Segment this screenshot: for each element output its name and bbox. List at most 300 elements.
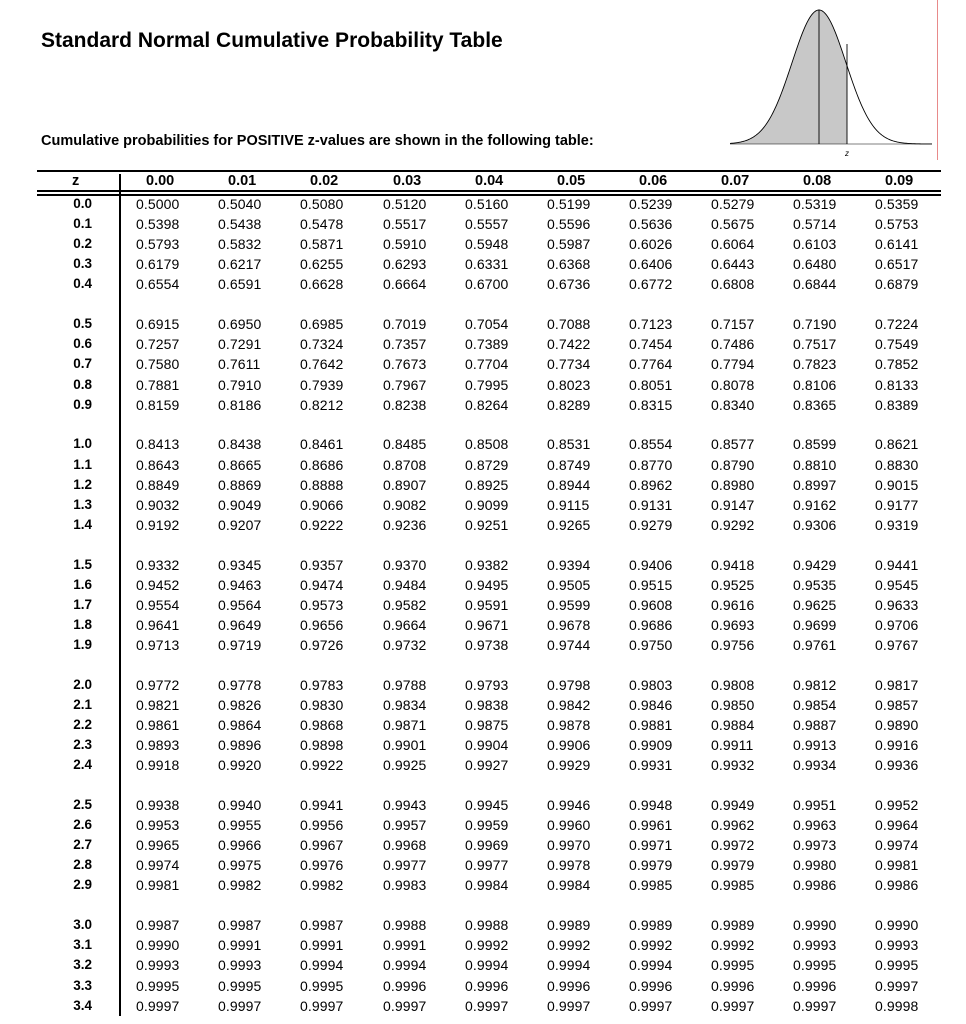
table-cell: 0.8621 (875, 436, 919, 453)
table-cell: 0.8599 (793, 436, 837, 453)
table-cell: 0.9916 (875, 737, 919, 754)
table-cell: 0.9992 (711, 937, 755, 954)
table-cell: 0.9997 (875, 977, 919, 994)
table-cell: 0.9608 (629, 596, 673, 613)
table-cell: 0.9279 (629, 516, 673, 533)
table-cell: 0.9222 (300, 516, 344, 533)
table-cell: 0.9463 (218, 576, 262, 593)
header-rule-bottom-1 (37, 190, 941, 192)
z-value: 0.7 (73, 356, 92, 372)
table-cell: 0.7257 (136, 336, 180, 353)
table-cell: 0.9545 (875, 576, 919, 593)
table-cell: 0.5596 (547, 216, 591, 233)
table-cell: 0.9922 (300, 757, 344, 774)
table-cell: 0.9767 (875, 637, 919, 653)
table-cell: 0.8485 (383, 436, 427, 453)
column-header: 0.09 (885, 173, 914, 189)
table-cell: 0.9979 (629, 857, 673, 874)
table-cell: 0.6628 (300, 276, 344, 293)
table-cell: 0.9599 (547, 596, 591, 613)
table-cell: 0.9826 (218, 696, 262, 713)
table-cell: 0.7611 (218, 356, 261, 373)
table-cell: 0.5793 (136, 236, 180, 253)
table-cell: 0.8508 (465, 436, 509, 453)
z-value: 2.3 (73, 737, 92, 753)
table-cell: 0.9956 (300, 817, 344, 834)
z-value: 3.1 (73, 937, 92, 953)
table-cell: 0.7224 (875, 316, 919, 333)
table-cell: 0.9953 (136, 817, 180, 834)
table-cell: 0.8980 (711, 476, 755, 493)
table-cell: 0.9918 (136, 757, 180, 774)
z-value: 1.2 (73, 476, 92, 492)
table-cell: 0.6844 (793, 276, 837, 293)
table-cell: 0.9738 (465, 637, 509, 653)
table-cell: 0.6985 (300, 316, 344, 333)
table-cell: 0.9783 (300, 676, 344, 693)
table-cell: 0.9992 (547, 937, 591, 954)
table-cell: 0.8078 (711, 376, 755, 393)
table-cell: 0.9984 (547, 877, 591, 894)
margin-marker (937, 0, 938, 160)
table-cell: 0.9925 (383, 757, 427, 774)
table-cell: 0.9162 (793, 496, 837, 513)
table-cell: 0.9788 (383, 676, 427, 693)
table-cell: 0.7823 (793, 356, 837, 373)
table-cell: 0.6772 (629, 276, 673, 293)
table-cell: 0.9474 (300, 576, 344, 593)
table-cell: 0.9929 (547, 757, 591, 774)
table-cell: 0.9994 (547, 957, 591, 974)
table-cell: 0.9989 (629, 917, 673, 934)
table-cell: 0.9997 (465, 997, 509, 1014)
table-cell: 0.9973 (793, 837, 837, 854)
table-cell: 0.7852 (875, 356, 919, 373)
table-cell: 0.5398 (136, 216, 180, 233)
column-header: 0.07 (721, 173, 750, 189)
table-cell: 0.7939 (300, 376, 344, 393)
table-cell: 0.5714 (793, 216, 837, 233)
table-cell: 0.9997 (383, 997, 427, 1014)
table-cell: 0.9962 (711, 817, 755, 834)
table-cell: 0.9177 (875, 496, 919, 513)
z-value: 3.0 (73, 917, 92, 933)
table-cell: 0.9994 (629, 957, 673, 974)
z-value: 0.1 (73, 216, 92, 232)
table-cell: 0.9966 (218, 837, 262, 854)
table-cell: 0.9798 (547, 676, 591, 693)
table-cell: 0.9793 (465, 676, 509, 693)
table-cell: 0.9991 (300, 937, 344, 954)
table-cell: 0.9726 (300, 637, 344, 653)
table-cell: 0.9985 (711, 877, 755, 894)
table-cell: 0.9913 (793, 737, 837, 754)
table-cell: 0.9554 (136, 596, 180, 613)
table-cell: 0.5636 (629, 216, 673, 233)
table-cell: 0.6064 (711, 236, 755, 253)
z-value: 1.5 (73, 556, 92, 572)
table-cell: 0.7324 (300, 336, 344, 353)
table-cell: 0.9868 (300, 717, 344, 733)
column-header: 0.04 (475, 173, 504, 189)
table-cell: 0.9976 (300, 857, 344, 874)
table-cell: 0.9332 (136, 556, 180, 573)
table-cell: 0.6255 (300, 256, 344, 273)
table-cell: 0.7157 (711, 316, 755, 333)
table-cell: 0.6443 (711, 256, 755, 273)
column-header: 0.05 (557, 173, 586, 189)
table-cell: 0.9943 (383, 797, 427, 813)
table-cell: 0.9838 (465, 696, 509, 713)
table-cell: 0.9881 (629, 717, 673, 733)
table-cell: 0.9927 (465, 757, 509, 774)
table-cell: 0.9981 (136, 877, 180, 894)
table-cell: 0.7704 (465, 356, 509, 373)
z-value: 2.4 (73, 757, 92, 773)
table-cell: 0.9641 (136, 616, 180, 633)
table-cell: 0.9901 (383, 737, 427, 754)
z-value: 0.6 (73, 336, 92, 352)
table-cell: 0.6879 (875, 276, 919, 293)
table-cell: 0.9706 (875, 616, 919, 633)
table-cell: 0.9994 (465, 957, 509, 974)
table-cell: 0.9842 (547, 696, 591, 713)
z-value: 2.0 (73, 676, 92, 692)
table-cell: 0.9906 (547, 737, 591, 754)
table-cell: 0.9625 (793, 596, 837, 613)
table-cell: 0.9983 (383, 877, 427, 894)
table-cell: 0.5478 (300, 216, 344, 233)
table-cell: 0.7642 (300, 356, 344, 373)
table-cell: 0.9990 (136, 937, 180, 954)
table-cell: 0.7486 (711, 336, 755, 353)
table-cell: 0.9871 (383, 717, 427, 733)
table-cell: 0.9996 (383, 977, 427, 994)
table-cell: 0.9968 (383, 837, 427, 854)
z-value: 2.7 (73, 837, 92, 853)
table-cell: 0.9987 (300, 917, 344, 934)
table-cell: 0.6217 (218, 256, 262, 273)
table-cell: 0.9719 (218, 637, 262, 653)
table-cell: 0.9978 (547, 857, 591, 874)
table-cell: 0.9997 (300, 997, 344, 1014)
table-cell: 0.5319 (793, 196, 837, 212)
table-cell: 0.6736 (547, 276, 591, 293)
table-cell: 0.8531 (547, 436, 591, 453)
table-cell: 0.7517 (793, 336, 837, 353)
table-cell: 0.7734 (547, 356, 591, 373)
z-value: 0.5 (73, 316, 92, 332)
table-cell: 0.9965 (136, 837, 180, 854)
table-cell: 0.9988 (383, 917, 427, 934)
table-cell: 0.9994 (300, 957, 344, 974)
table-cell: 0.9821 (136, 696, 180, 713)
table-cell: 0.9861 (136, 717, 180, 733)
table-cell: 0.9803 (629, 676, 673, 693)
table-cell: 0.9887 (793, 717, 837, 733)
table-cell: 0.7995 (465, 376, 509, 393)
table-cell: 0.9834 (383, 696, 427, 713)
table-cell: 0.8944 (547, 476, 591, 493)
table-cell: 0.9591 (465, 596, 509, 613)
table-cell: 0.9875 (465, 717, 509, 733)
table-cell: 0.9893 (136, 737, 180, 754)
table-cell: 0.5557 (465, 216, 509, 233)
table-cell: 0.7881 (136, 376, 180, 393)
table-cell: 0.7794 (711, 356, 755, 373)
z-value: 2.8 (73, 857, 92, 873)
table-cell: 0.9664 (383, 616, 427, 633)
table-cell: 0.8106 (793, 376, 837, 393)
table-cell: 0.7673 (383, 356, 427, 373)
table-cell: 0.9582 (383, 596, 427, 613)
table-cell: 0.9951 (793, 797, 837, 813)
table-cell: 0.8340 (711, 396, 755, 413)
z-value: 0.9 (73, 396, 92, 412)
table-cell: 0.9616 (711, 596, 755, 613)
table-cell: 0.8665 (218, 456, 262, 473)
table-cell: 0.8238 (383, 396, 427, 413)
table-caption: Cumulative probabilities for POSITIVE z-values are shown in the following table: (41, 133, 594, 149)
table-cell: 0.6141 (875, 236, 919, 253)
table-cell: 0.9948 (629, 797, 673, 813)
table-cell: 0.9997 (711, 997, 755, 1014)
table-cell: 0.5040 (218, 196, 262, 212)
table-cell: 0.8770 (629, 456, 673, 473)
table-cell: 0.8051 (629, 376, 673, 393)
table-cell: 0.8849 (136, 476, 180, 493)
table-cell: 0.9995 (300, 977, 344, 994)
table-cell: 0.9963 (793, 817, 837, 834)
table-cell: 0.9934 (793, 757, 837, 774)
table-cell: 0.9987 (136, 917, 180, 934)
table-cell: 0.7910 (218, 376, 262, 393)
table-cell: 0.9357 (300, 556, 344, 573)
table-cell: 0.6480 (793, 256, 837, 273)
table-cell: 0.9857 (875, 696, 919, 713)
column-header: 0.01 (228, 173, 257, 189)
table-cell: 0.9946 (547, 797, 591, 813)
table-cell: 0.9896 (218, 737, 262, 754)
table-cell: 0.9878 (547, 717, 591, 733)
table-cell: 0.5080 (300, 196, 344, 212)
table-cell: 0.9846 (629, 696, 673, 713)
table-cell: 0.9957 (383, 817, 427, 834)
table-cell: 0.9251 (465, 516, 509, 533)
table-cell: 0.8729 (465, 456, 509, 473)
table-cell: 0.8212 (300, 396, 344, 413)
table-cell: 0.5160 (465, 196, 509, 212)
z-value: 2.5 (73, 797, 92, 812)
table-cell: 0.9977 (465, 857, 509, 874)
z-column-divider (119, 174, 121, 1016)
table-cell: 0.5871 (300, 236, 344, 253)
table-cell: 0.9744 (547, 637, 591, 653)
z-column-header: z (72, 173, 80, 189)
table-cell: 0.5832 (218, 236, 262, 253)
header-rule-top (37, 170, 941, 172)
table-cell: 0.7088 (547, 316, 591, 333)
table-cell: 0.9345 (218, 556, 262, 573)
table-cell: 0.5753 (875, 216, 919, 233)
table-cell: 0.8577 (711, 436, 755, 453)
table-cell: 0.6293 (383, 256, 427, 273)
shaded-area (730, 10, 847, 144)
table-cell: 0.8315 (629, 396, 673, 413)
table-cell: 0.9756 (711, 637, 755, 653)
table-cell: 0.9099 (465, 496, 509, 513)
table-cell: 0.7291 (218, 336, 262, 353)
table-cell: 0.9997 (547, 997, 591, 1014)
table-cell: 0.9778 (218, 676, 262, 693)
z-value: 0.8 (73, 376, 92, 392)
table-cell: 0.9989 (547, 917, 591, 934)
table-cell: 0.9971 (629, 837, 673, 854)
table-cell: 0.9959 (465, 817, 509, 834)
table-cell: 0.8907 (383, 476, 427, 493)
table-cell: 0.9808 (711, 676, 755, 693)
table-cell: 0.9761 (793, 637, 837, 653)
table-cell: 0.8925 (465, 476, 509, 493)
table-cell: 0.9207 (218, 516, 262, 533)
normal-curve-figure (728, 4, 934, 160)
z-value: 1.9 (73, 637, 92, 652)
table-cell: 0.7357 (383, 336, 427, 353)
z-value: 3.2 (73, 957, 92, 973)
table-cell: 0.9995 (218, 977, 262, 994)
table-cell: 0.9713 (136, 637, 180, 653)
table-cell: 0.6179 (136, 256, 180, 273)
table-cell: 0.9082 (383, 496, 427, 513)
table-cell: 0.9418 (711, 556, 755, 573)
table-cell: 0.8438 (218, 436, 262, 453)
z-value: 1.3 (73, 496, 92, 512)
table-cell: 0.9932 (711, 757, 755, 774)
table-cell: 0.9236 (383, 516, 427, 533)
table-cell: 0.9394 (547, 556, 591, 573)
table-cell: 0.9920 (218, 757, 262, 774)
table-cell: 0.9864 (218, 717, 262, 733)
table-cell: 0.9032 (136, 496, 180, 513)
table-cell: 0.9993 (136, 957, 180, 974)
table-cell: 0.9938 (136, 797, 180, 813)
table-cell: 0.9573 (300, 596, 344, 613)
table-cell: 0.9909 (629, 737, 673, 754)
table-cell: 0.9940 (218, 797, 262, 813)
table-cell: 0.9812 (793, 676, 837, 693)
column-header: 0.08 (803, 173, 832, 189)
table-cell: 0.9990 (875, 917, 919, 934)
table-cell: 0.9382 (465, 556, 509, 573)
table-cell: 0.5517 (383, 216, 427, 233)
table-cell: 0.9989 (711, 917, 755, 934)
table-cell: 0.9633 (875, 596, 919, 613)
table-cell: 0.8186 (218, 396, 262, 413)
table-cell: 0.9319 (875, 516, 919, 533)
table-cell: 0.9656 (300, 616, 344, 633)
table-cell: 0.9952 (875, 797, 919, 813)
table-cell: 0.9960 (547, 817, 591, 834)
table-cell: 0.9990 (793, 917, 837, 934)
table-cell: 0.9941 (300, 797, 344, 813)
table-cell: 0.9406 (629, 556, 673, 573)
table-cell: 0.9535 (793, 576, 837, 593)
table-cell: 0.9980 (793, 857, 837, 874)
table-cell: 0.9995 (875, 957, 919, 974)
table-cell: 0.9972 (711, 837, 755, 854)
table-cell: 0.9817 (875, 676, 919, 693)
table-cell: 0.9992 (465, 937, 509, 954)
table-cell: 0.9066 (300, 496, 344, 513)
table-cell: 0.9949 (711, 797, 755, 813)
table-cell: 0.9649 (218, 616, 262, 633)
table-cell: 0.9772 (136, 676, 180, 693)
z-value: 1.7 (73, 596, 92, 612)
table-cell: 0.5120 (383, 196, 427, 212)
table-cell: 0.8133 (875, 376, 919, 393)
table-cell: 0.9945 (465, 797, 509, 813)
table-cell: 0.5438 (218, 216, 262, 233)
table-cell: 0.9994 (383, 957, 427, 974)
table-cell: 0.8461 (300, 436, 344, 453)
table-cell: 0.9850 (711, 696, 755, 713)
z-value: 0.0 (73, 196, 92, 211)
table-cell: 0.9996 (629, 977, 673, 994)
z-value: 1.0 (73, 436, 92, 452)
table-cell: 0.9115 (547, 496, 590, 513)
table-cell: 0.9986 (793, 877, 837, 894)
table-cell: 0.6103 (793, 236, 837, 253)
table-cell: 0.9429 (793, 556, 837, 573)
table-cell: 0.6026 (629, 236, 673, 253)
table-cell: 0.9970 (547, 837, 591, 854)
table-cell: 0.9993 (875, 937, 919, 954)
table-cell: 0.8264 (465, 396, 509, 413)
table-cell: 0.5948 (465, 236, 509, 253)
table-cell: 0.7422 (547, 336, 591, 353)
z-value: 2.9 (73, 877, 92, 893)
column-header: 0.03 (393, 173, 422, 189)
z-value: 2.2 (73, 717, 92, 732)
z-value: 1.8 (73, 616, 92, 632)
table-cell: 0.9992 (629, 937, 673, 954)
table-cell: 0.9192 (136, 516, 180, 533)
table-cell: 0.9996 (793, 977, 837, 994)
table-cell: 0.5279 (711, 196, 755, 212)
table-cell: 0.9993 (218, 957, 262, 974)
z-value: 1.6 (73, 576, 92, 592)
table-cell: 0.9975 (218, 857, 262, 874)
table-cell: 0.5239 (629, 196, 673, 212)
table-cell: 0.9988 (465, 917, 509, 934)
table-cell: 0.9987 (218, 917, 262, 934)
table-cell: 0.8554 (629, 436, 673, 453)
table-cell: 0.9981 (875, 857, 919, 874)
z-value: 0.4 (73, 276, 92, 292)
table-cell: 0.8365 (793, 396, 837, 413)
table-cell: 0.9995 (793, 957, 837, 974)
table-cell: 0.9996 (465, 977, 509, 994)
table-cell: 0.9292 (711, 516, 755, 533)
table-cell: 0.9997 (629, 997, 673, 1014)
table-cell: 0.7019 (383, 316, 427, 333)
table-cell: 0.9974 (136, 857, 180, 874)
table-cell: 0.5910 (383, 236, 427, 253)
table-cell: 0.9884 (711, 717, 755, 733)
table-cell: 0.9678 (547, 616, 591, 633)
table-cell: 0.9564 (218, 596, 262, 613)
table-cell: 0.6554 (136, 276, 180, 293)
